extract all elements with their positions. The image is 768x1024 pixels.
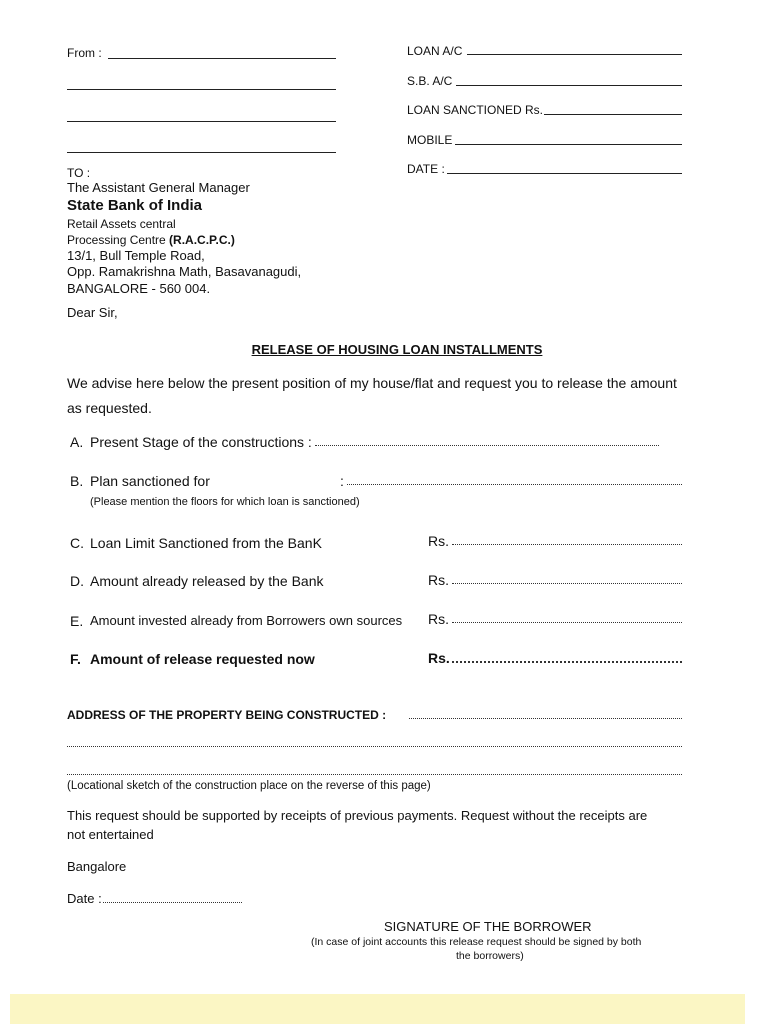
signature-note-2: the borrowers)	[456, 950, 524, 962]
property-address-line-1[interactable]	[409, 718, 682, 719]
date-label: DATE :	[407, 162, 445, 176]
receipts-note-line-2: not entertained	[67, 827, 154, 842]
address-line-2	[67, 233, 235, 247]
item-c-field[interactable]	[452, 544, 682, 545]
property-address-label: ADDRESS OF THE PROPERTY BEING CONSTRUCTED :	[67, 708, 387, 722]
item-d-label: Amount already released by the Bank	[90, 573, 324, 589]
item-e-rs: Rs.	[428, 611, 449, 627]
intro-line-2: as requested.	[67, 400, 152, 416]
address-line-5: BANGALORE - 560 004.	[67, 281, 211, 296]
from-line-4[interactable]	[67, 152, 336, 153]
to-designation: The Assistant General Manager	[67, 180, 250, 195]
sb-ac-label: S.B. A/C	[407, 74, 453, 88]
to-label: TO :	[67, 166, 91, 180]
item-f-field[interactable]	[452, 661, 682, 663]
from-line-2[interactable]	[67, 89, 336, 90]
property-address-line-2[interactable]	[67, 746, 682, 747]
loan-ac-label: LOAN A/C	[407, 44, 463, 58]
from-label: From :	[67, 46, 102, 60]
loan-sanctioned-field[interactable]	[544, 114, 682, 115]
bank-name: State Bank of India	[67, 197, 203, 214]
signature-note-1: (In case of joint accounts this release request should be signed by both	[311, 936, 642, 948]
page-title: RELEASE OF HOUSING LOAN INSTALLMENTS	[251, 342, 543, 357]
item-b-note: (Please mention the floors for which loan is sanctioned)	[90, 496, 360, 508]
item-e-letter: E.	[70, 613, 84, 629]
item-a-letter: A.	[70, 434, 84, 450]
item-a-label: Present Stage of the constructions :	[90, 434, 312, 450]
from-line-1[interactable]	[108, 58, 336, 59]
signature-title: SIGNATURE OF THE BORROWER	[384, 919, 592, 934]
item-b-colon: :	[340, 473, 344, 489]
item-f-letter: F.	[70, 651, 81, 667]
sketch-note: (Locational sketch of the construction place on the reverse of this page)	[67, 780, 431, 792]
item-c-letter: C.	[70, 535, 84, 551]
item-c-label: Loan Limit Sanctioned from the BanK	[90, 535, 322, 551]
sb-ac-field[interactable]	[456, 85, 682, 86]
date-field[interactable]	[447, 173, 682, 174]
item-f-rs: Rs.	[428, 650, 450, 666]
intro-line-1: We advise here below the present position of my house/flat and request you to release the amount	[67, 375, 677, 391]
item-b-label: Plan sanctioned for	[90, 473, 210, 489]
address-line-3: 13/1, Bull Temple Road,	[67, 248, 205, 263]
receipts-note-line-1: This request should be supported by receipts of previous payments. Request without the receipts are	[67, 808, 648, 823]
item-d-rs: Rs.	[428, 572, 449, 588]
from-line-3[interactable]	[67, 121, 336, 122]
item-d-letter: D.	[70, 573, 84, 589]
item-b-letter: B.	[70, 473, 84, 489]
footer-band	[10, 994, 745, 1024]
property-address-line-3[interactable]	[67, 774, 682, 775]
loan-sanctioned-label: LOAN SANCTIONED Rs.	[407, 103, 544, 117]
item-c-rs: Rs.	[428, 533, 449, 549]
address-line-1: Retail Assets central	[67, 217, 176, 231]
place: Bangalore	[67, 859, 127, 874]
item-a-field[interactable]	[315, 445, 659, 446]
item-e-field[interactable]	[452, 622, 682, 623]
mobile-label: MOBILE	[407, 133, 453, 147]
item-d-field[interactable]	[452, 583, 682, 584]
item-e-label: Amount invested already from Borrowers own sources	[90, 613, 403, 628]
address-line-4: Opp. Ramakrishna Math, Basavanagudi,	[67, 264, 302, 279]
item-f-label: Amount of release requested now	[90, 651, 315, 667]
loan-ac-field[interactable]	[467, 54, 682, 55]
item-b-field[interactable]	[347, 484, 682, 485]
date-sign-field[interactable]	[103, 902, 242, 903]
salutation: Dear Sir,	[67, 305, 118, 320]
racpc-abbrev: (R.A.C.P.C.)	[169, 233, 235, 247]
date-sign-label: Date :	[67, 891, 102, 906]
address-line-2-prefix: Processing Centre	[67, 233, 170, 247]
mobile-field[interactable]	[455, 144, 682, 145]
